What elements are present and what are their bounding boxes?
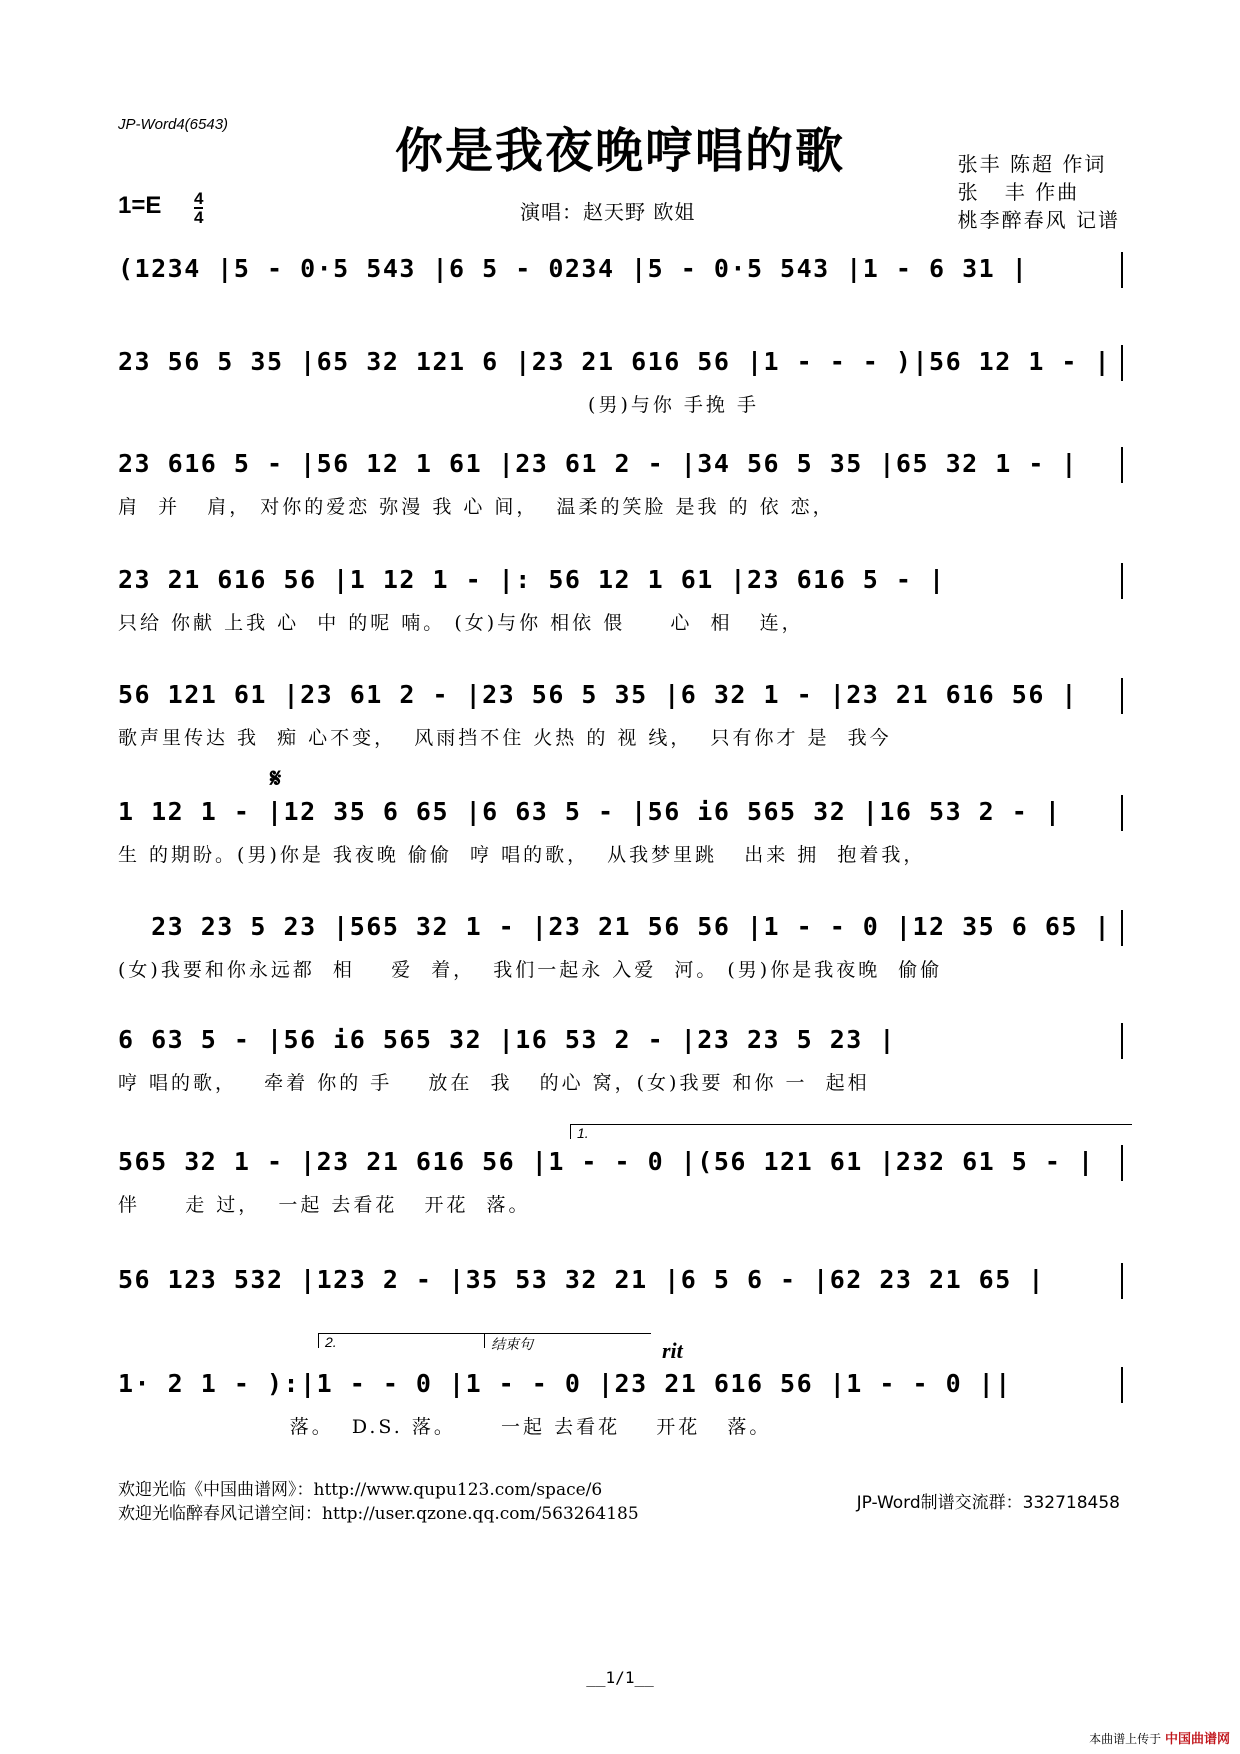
time-signature bbox=[194, 190, 203, 226]
notation-line: 23 23 5 23 |565 32 1 - |23 21 56 56 |1 - - 0 |12 35 6 65 | bbox=[118, 912, 1112, 941]
lyric-line: (女)我要和你永远都 相 爱 着， 我们一起永 入爱 河。 (男)你是我夜晚 偷偷 bbox=[118, 959, 943, 981]
volta-2: 2. bbox=[318, 1333, 485, 1348]
notation-line: 6 63 5 - |56 i6 565 32 |16 53 2 - |23 23 5 23 | bbox=[118, 1025, 896, 1054]
notation-line: 23 616 5 - |56 12 1 61 |23 61 2 - |34 56 5 35 |65 32 1 - | bbox=[118, 449, 1078, 478]
group-info: JP-Word制谱交流群：332718458 bbox=[856, 1493, 1120, 1513]
notation-line: 23 21 616 56 |1 12 1 - |: 56 12 1 61 |23 616 5 - | bbox=[118, 565, 946, 594]
site-logo: 中国曲谱网 bbox=[1164, 1732, 1230, 1747]
lyric-line bbox=[118, 298, 1123, 326]
notation-line: 56 121 61 |23 61 2 - |23 56 5 35 |6 32 1 - |23 21 616 56 | bbox=[118, 680, 1078, 709]
site-link-1[interactable]: 欢迎光临《中国曲谱网》：http://www.qupu123.com/space/6 bbox=[118, 1480, 603, 1500]
footer-links bbox=[118, 1478, 639, 1526]
lyric-line: 哼 唱的歌， 牵着 你的 手 放在 我 的心 窝，(女)我要 和你 一 起相 bbox=[118, 1072, 870, 1094]
end-barline bbox=[1121, 1145, 1123, 1181]
end-barline bbox=[1121, 795, 1123, 831]
lyric-line: 只给 你献 上我 心 中 的呢 喃。 (女)与你 相依 偎 心 相 连， bbox=[118, 612, 804, 634]
notation-line: 1· 2 1 - ):|1 - - 0 |1 - - 0 |23 21 616 56 |1 - - 0 || bbox=[118, 1369, 1012, 1398]
volta-1: 1. bbox=[570, 1124, 1132, 1139]
notation-line: 565 32 1 - |23 21 616 56 |1 - - 0 |(56 121 61 |232 61 5 - | bbox=[118, 1147, 1095, 1176]
end-barline bbox=[1121, 252, 1123, 288]
time-numerator: 4 bbox=[194, 189, 204, 208]
notation-line: (1234 |5 - 0·5 543 |6 5 - 0234 |5 - 0·5 543 |1 - 6 31 | bbox=[118, 254, 1029, 283]
segno-mark: 𝄋 bbox=[270, 764, 282, 793]
end-barline bbox=[1121, 1023, 1123, 1059]
composer-credit: 张 丰 作曲 bbox=[957, 180, 1080, 204]
site-link-2[interactable]: 欢迎光临醉春风记谱空间：http://user.qzone.qq.com/563264185 bbox=[118, 1504, 639, 1524]
end-barline bbox=[1121, 678, 1123, 714]
page-number: __1/1__ bbox=[586, 1668, 654, 1687]
credits-block bbox=[958, 150, 1120, 234]
time-denominator: 4 bbox=[194, 208, 204, 227]
end-barline bbox=[1121, 1263, 1123, 1299]
ending-volta: 结束句 bbox=[484, 1333, 651, 1348]
lyric-line: 生 的期盼。(男)你是 我夜晚 偷偷 哼 唱的歌， 从我梦里跳 出来 拥 抱着我， bbox=[118, 844, 926, 866]
end-barline bbox=[1121, 563, 1123, 599]
key-signature: 1=E bbox=[118, 192, 162, 219]
lyric-line: 落。 D.S. 落。 一起 去看花 开花 落。 bbox=[118, 1416, 772, 1438]
rit-mark: rit bbox=[662, 1338, 683, 1363]
lyric-line: 肩 并 肩， 对你的爱恋 弥漫 我 心 间， 温柔的笑脸 是我 的 依 恋， bbox=[118, 496, 835, 518]
singer-credit: 演唱：赵天野 欧姐 bbox=[520, 200, 696, 224]
transcriber-credit: 桃李醉春风 记谱 bbox=[957, 208, 1120, 232]
end-barline bbox=[1121, 447, 1123, 483]
lyric-line: 歌声里传达 我 痴 心不变， 风雨挡不住 火热 的 视 线， 只有你才 是 我今 bbox=[118, 727, 892, 749]
page-title: 你是我夜晚哼唱的歌 bbox=[394, 123, 845, 179]
upload-credit bbox=[1089, 1728, 1230, 1747]
upload-text: 本曲谱上传于 bbox=[1089, 1732, 1162, 1746]
end-barline bbox=[1121, 1367, 1123, 1403]
software-label: JP-Word4(6543) bbox=[118, 116, 229, 133]
notation-line: 1 12 1 - |12 35 6 65 |6 63 5 - |56 i6 565 32 |16 53 2 - | bbox=[118, 797, 1062, 826]
notation-line: 56 123 532 |123 2 - |35 53 32 21 |6 5 6 - |62 23 21 65 | bbox=[118, 1265, 1045, 1294]
notation-line: 23 56 5 35 |65 32 121 6 |23 21 616 56 |1 - - - )|56 12 1 - | bbox=[118, 347, 1112, 376]
end-barline bbox=[1121, 910, 1123, 946]
end-barline bbox=[1121, 345, 1123, 381]
lyric-line: 伴 走 过， 一起 去看花 开花 落。 bbox=[118, 1194, 531, 1216]
lyricist-credit: 张丰 陈超 作词 bbox=[957, 152, 1107, 176]
lyric-line: (男)与你 手挽 手 bbox=[118, 394, 759, 416]
